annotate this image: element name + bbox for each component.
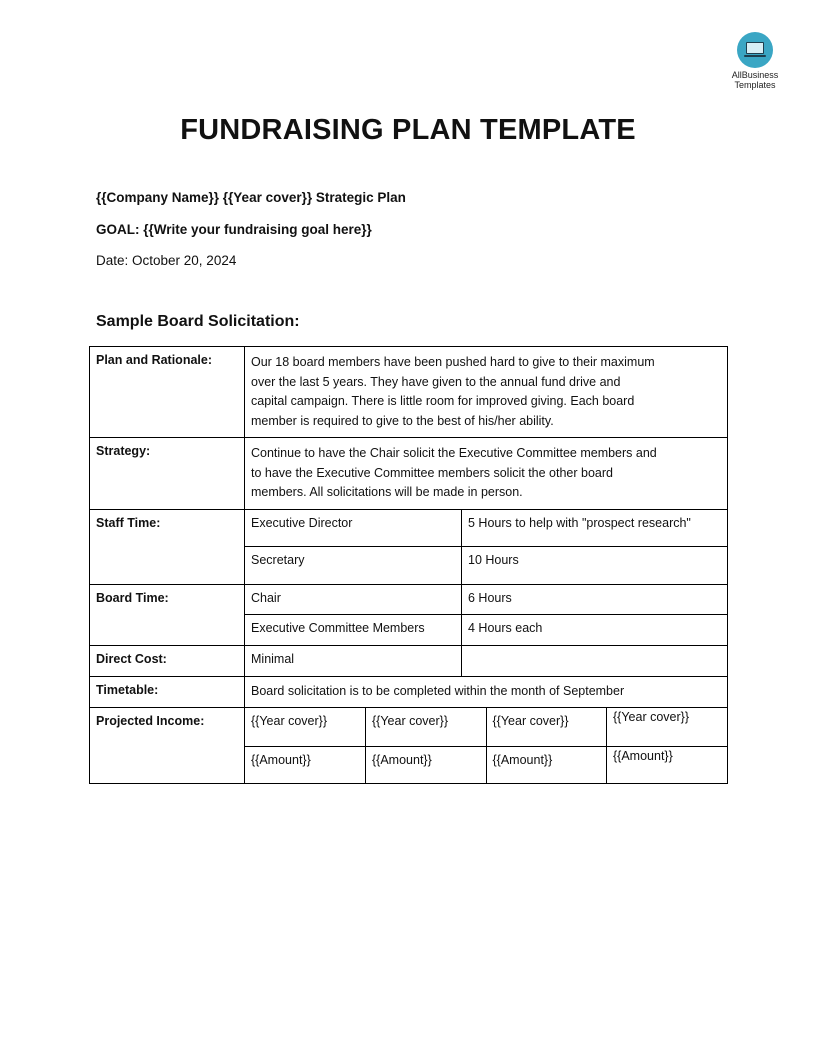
board-role: Executive Committee Members bbox=[245, 615, 462, 645]
logo-text bbox=[726, 70, 784, 90]
projected-income-cell bbox=[245, 708, 728, 784]
text-line: Our 18 board members have been pushed hard to give to their maximum bbox=[251, 355, 655, 369]
staff-time-label: Staff Time: bbox=[90, 509, 245, 584]
strategic-plan-line: {{Company Name}} {{Year cover}} Strategic Plan bbox=[96, 190, 406, 205]
plan-rationale-label: Plan and Rationale: bbox=[90, 347, 245, 438]
text-line: to have the Executive Committee members solicit the other board bbox=[251, 465, 613, 480]
direct-cost-subtable bbox=[245, 646, 727, 676]
income-amount: {{Amount}} bbox=[607, 746, 728, 783]
staff-role: Executive Director bbox=[245, 510, 462, 547]
staff-hours: 5 Hours to help with "prospect research" bbox=[462, 510, 728, 547]
board-time-label: Board Time: bbox=[90, 584, 245, 645]
board-time-cell bbox=[245, 584, 728, 645]
timetable-value: Board solicitation is to be completed within the month of September bbox=[245, 676, 728, 708]
allbusiness-templates-logo bbox=[726, 32, 784, 90]
text-line: over the last 5 years. They have given to the annual fund drive and bbox=[251, 374, 621, 389]
logo-line-2: Templates bbox=[734, 80, 776, 90]
income-amount: {{Amount}} bbox=[245, 746, 366, 783]
goal-line: GOAL: {{Write your fundraising goal here}} bbox=[96, 222, 372, 237]
plan-rationale-text bbox=[245, 347, 728, 438]
income-year: {{Year cover}} bbox=[607, 708, 728, 746]
income-year: {{Year cover}} bbox=[486, 708, 607, 746]
direct-cost-empty bbox=[462, 646, 728, 676]
income-year: {{Year cover}} bbox=[245, 708, 366, 746]
projected-income-label: Projected Income: bbox=[90, 708, 245, 784]
income-amount: {{Amount}} bbox=[486, 746, 607, 783]
text-line: member is required to give to the best of his/her ability. bbox=[251, 413, 554, 428]
direct-cost-label: Direct Cost: bbox=[90, 645, 245, 676]
income-amount: {{Amount}} bbox=[366, 746, 487, 783]
text-line: capital campaign. There is little room for improved giving. Each board bbox=[251, 394, 635, 408]
staff-hours: 10 Hours bbox=[462, 547, 728, 584]
timetable-label: Timetable: bbox=[90, 676, 245, 708]
projected-income-subtable bbox=[245, 708, 727, 783]
document-title: FUNDRAISING PLAN TEMPLATE bbox=[180, 114, 636, 146]
text-line: members. All solicitations will be made in person. bbox=[251, 485, 523, 499]
table-row-strategy bbox=[90, 438, 728, 510]
income-year: {{Year cover}} bbox=[366, 708, 487, 746]
board-hours: 6 Hours bbox=[462, 585, 728, 615]
table-row-staff-time bbox=[90, 509, 728, 584]
board-hours: 4 Hours each bbox=[462, 615, 728, 645]
table-row-timetable bbox=[90, 676, 728, 708]
strategy-label: Strategy: bbox=[90, 438, 245, 510]
logo-line-1: AllBusiness bbox=[731, 70, 779, 80]
staff-time-cell bbox=[245, 509, 728, 584]
table-row-board-time bbox=[90, 584, 728, 645]
table-row-direct-cost bbox=[90, 645, 728, 676]
text-line: Continue to have the Chair solicit the Executive Committee members and bbox=[251, 446, 657, 460]
table-row-projected-income bbox=[90, 708, 728, 784]
laptop-icon bbox=[737, 32, 773, 68]
board-role: Chair bbox=[245, 585, 462, 615]
date-line: Date: October 20, 2024 bbox=[96, 253, 237, 268]
direct-cost-cell bbox=[245, 645, 728, 676]
board-time-subtable bbox=[245, 585, 727, 645]
staff-role: Secretary bbox=[245, 547, 462, 584]
staff-time-subtable bbox=[245, 510, 727, 584]
table-row-plan-rationale bbox=[90, 347, 728, 438]
section-heading: Sample Board Solicitation: bbox=[96, 313, 300, 330]
board-solicitation-table bbox=[89, 346, 728, 784]
strategy-text bbox=[245, 438, 728, 510]
direct-cost-value: Minimal bbox=[245, 646, 462, 676]
